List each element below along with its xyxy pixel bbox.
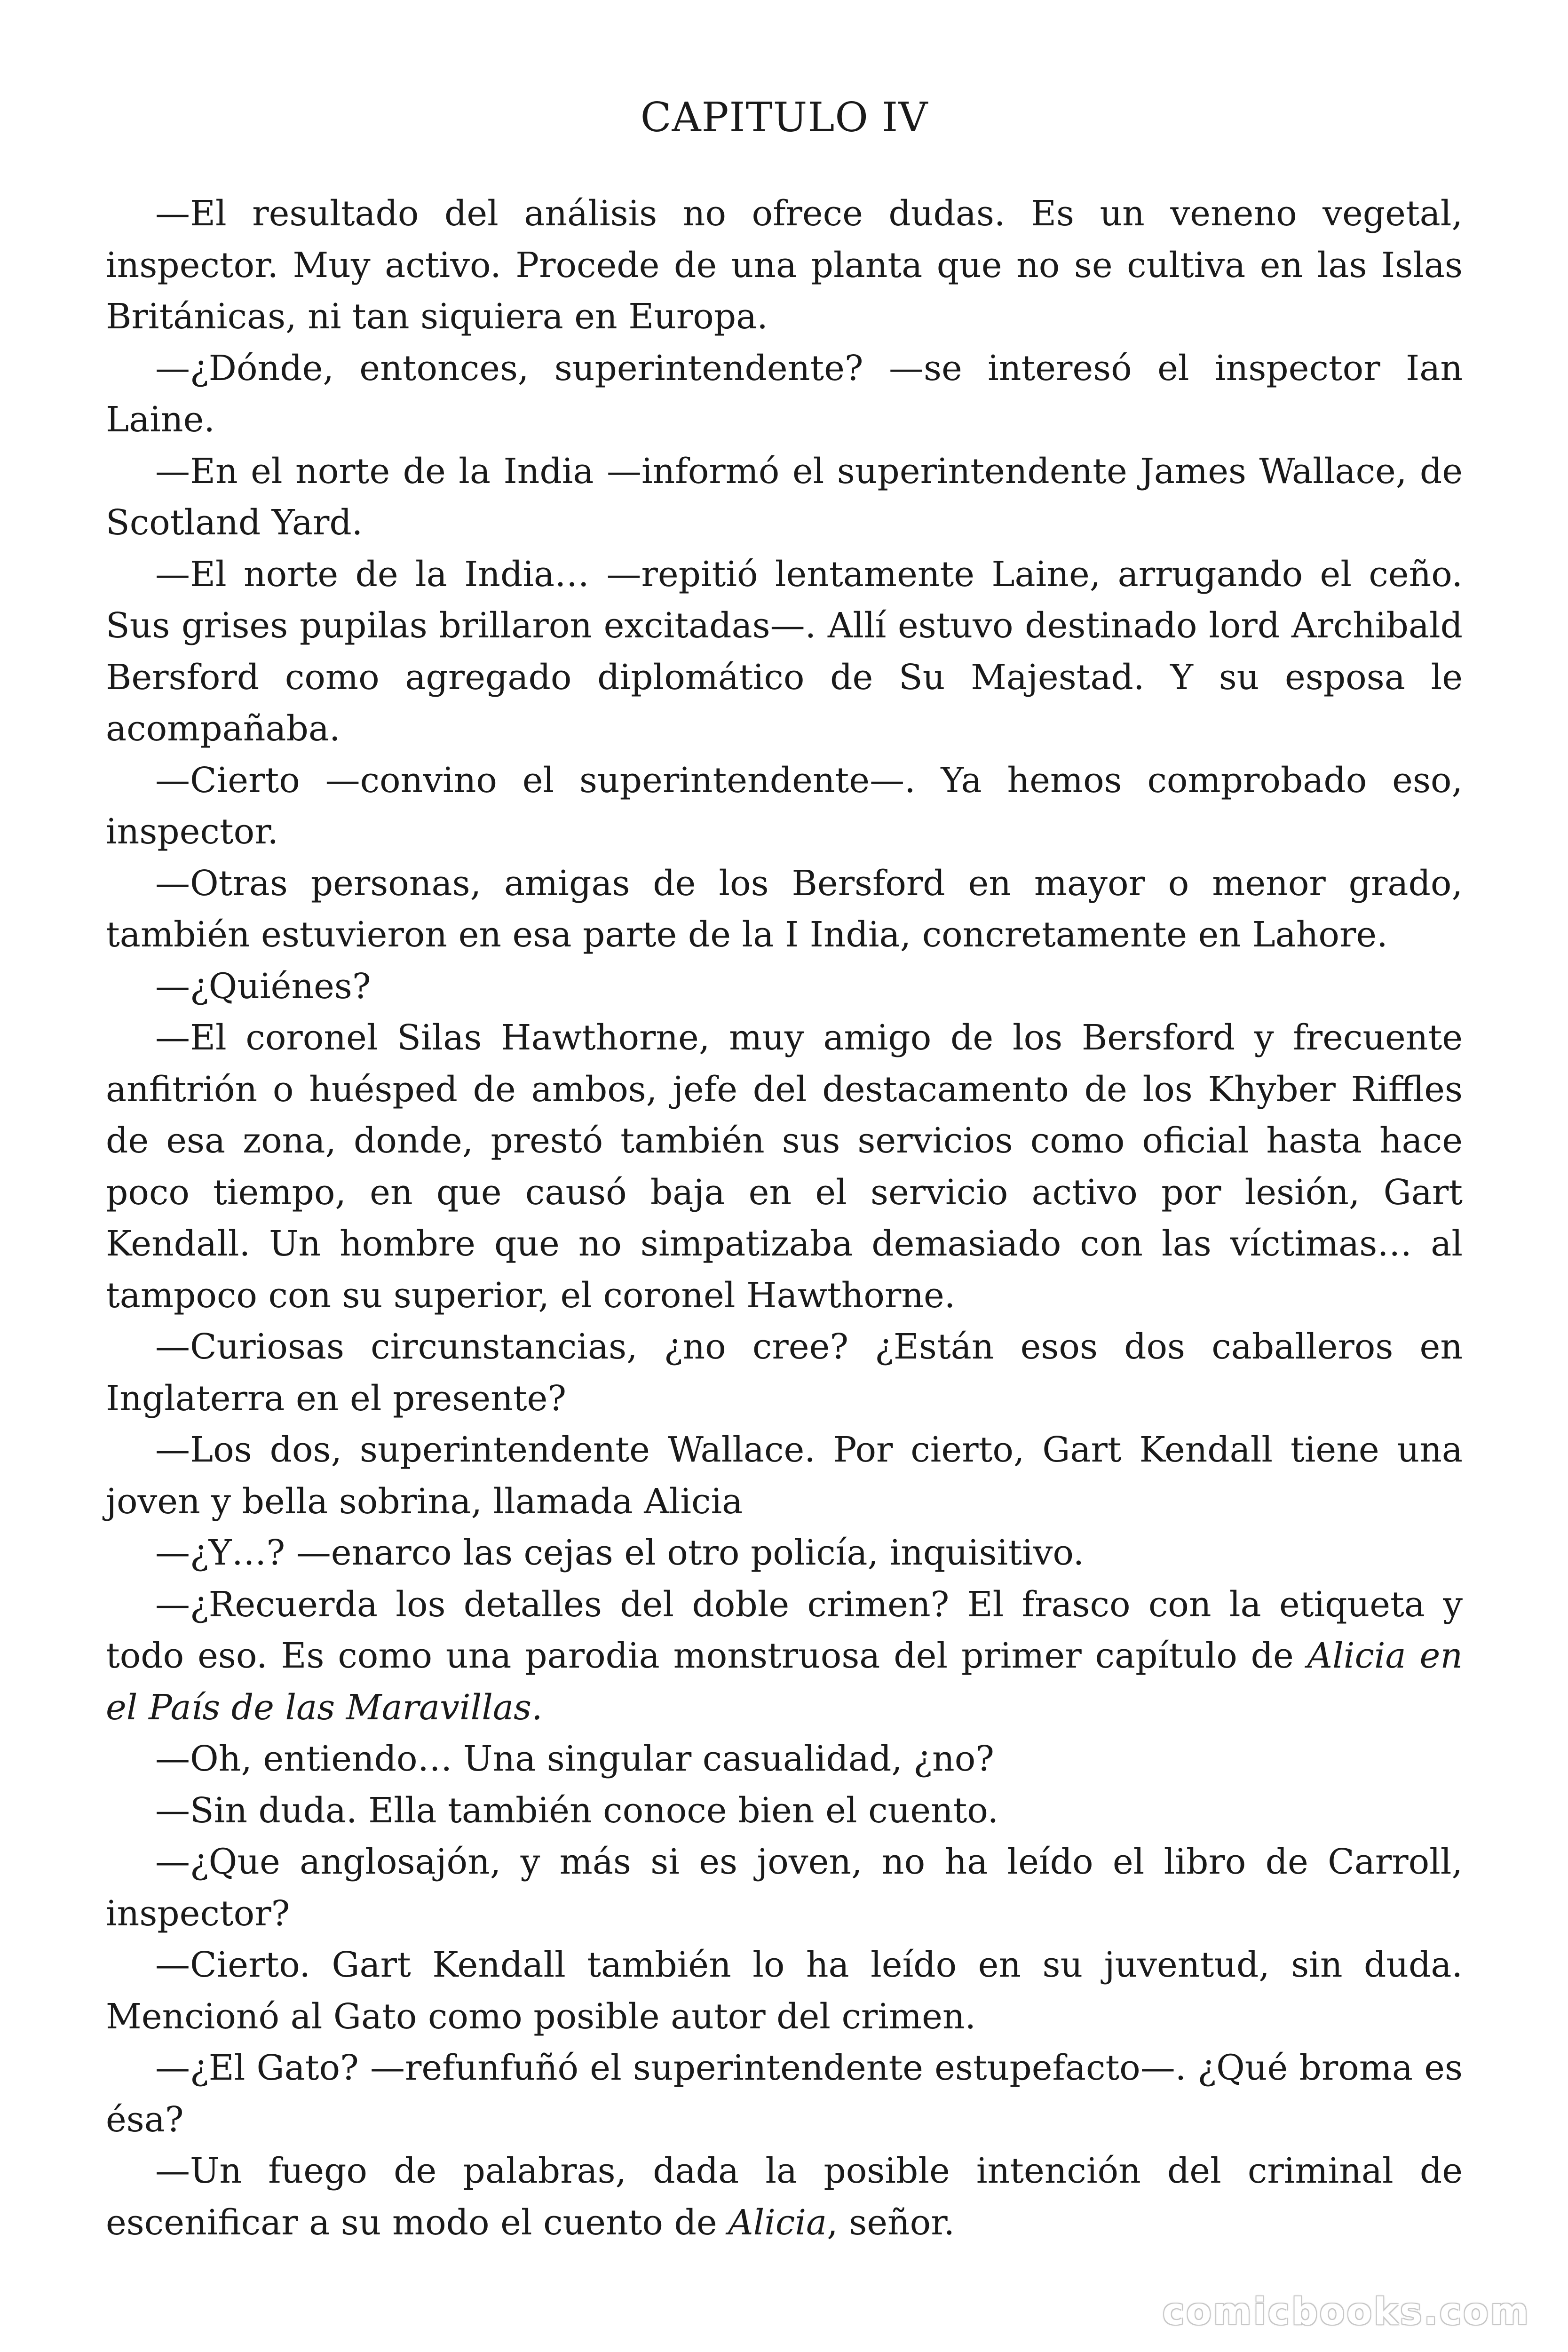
paragraph: —El resultado del análisis no ofrece dudas. Es un veneno vegetal, inspector. Muy activo. Procede de una planta que no se cultiva en las Islas Británicas, ni tan siquiera en Europa.	[106, 193, 1463, 337]
paragraph: —El norte de la India… —repitió lentamente Laine, arrugando el ceño. Sus grises pupilas brillaron excitadas—. Allí estuvo destinado lord Archibald Bersford como agregado diplomático de Su Majestad. Y su esposa le acompañaba.	[106, 554, 1463, 749]
paragraph-text: —Un fuego de palabras, dada la posible intención del criminal de escenificar a su modo el cuento de	[106, 2151, 1463, 2243]
paragraph: —En el norte de la India —informó el superintendente James Wallace, de Scotland Yard.	[106, 451, 1463, 543]
book-title-italic: Alicia en el País de las Maravillas.	[106, 1636, 1463, 1728]
paragraph-text: —¿Recuerda los detalles del doble crimen? El frasco con la etiqueta y todo eso. Es como una parodia monstruosa del primer capítulo de	[106, 1584, 1463, 1676]
paragraph: —¿Que anglosajón, y más si es joven, no ha leído el libro de Carroll, inspector?	[106, 1842, 1463, 1934]
paragraph: —Otras personas, amigas de los Bersford en mayor o menor grado, también estuvieron en esa parte de la I India, concretamente en Lahore.	[106, 863, 1463, 955]
paragraph: —Oh, entiendo… Una singular casualidad, ¿no?	[155, 1739, 994, 1779]
paragraph: —¿Dónde, entonces, superintendente? —se interesó el inspector Ian Laine.	[106, 348, 1463, 440]
page-content	[106, 94, 1463, 2249]
paragraph: —¿Y…? —enarco las cejas el otro policía, inquisitivo.	[155, 1533, 1085, 1573]
paragraph: —Los dos, superintendente Wallace. Por cierto, Gart Kendall tiene una joven y bella sobrina, llamada Alicia	[106, 1430, 1463, 1522]
paragraph-text: , señor.	[827, 2202, 955, 2243]
paragraph: —Cierto —convino el superintendente—. Ya hemos comprobado eso, inspector.	[106, 760, 1463, 852]
paragraph: —El coronel Silas Hawthorne, muy amigo de los Bersford y frecuente anfitrión o huésped de ambos, jefe del destacamento de los Khyber Riffles de esa zona, donde, prestó también sus servicios como oficial hasta hace poco tiempo, en que causó baja en el servicio activo por lesión, Gart Kendall. Un hombre que no simpatizaba demasiado con las víctimas… al tampoco con su superior, el coronel Hawthorne.	[106, 1017, 1463, 1316]
paragraph: —Curiosas circunstancias, ¿no cree? ¿Están esos dos caballeros en Inglaterra en el presente?	[106, 1327, 1463, 1419]
chapter-title: CAPITULO IV	[640, 94, 928, 141]
watermark: comicbooks.com	[1162, 2291, 1530, 2333]
paragraph-with-title	[106, 1579, 1463, 1734]
paragraph: —¿Quiénes?	[155, 966, 371, 1007]
paragraph: —Cierto. Gart Kendall también lo ha leído en su juventud, sin duda. Mencionó al Gato como posible autor del crimen.	[106, 1945, 1463, 2037]
paragraph: —¿El Gato? —refunfuñó el superintendente estupefacto—. ¿Qué broma es ésa?	[106, 2048, 1463, 2140]
paragraph: —Sin duda. Ella también conoce bien el cuento.	[155, 1790, 999, 1831]
book-title-italic: Alicia	[728, 2202, 827, 2243]
paragraph-with-title	[106, 2145, 1463, 2249]
